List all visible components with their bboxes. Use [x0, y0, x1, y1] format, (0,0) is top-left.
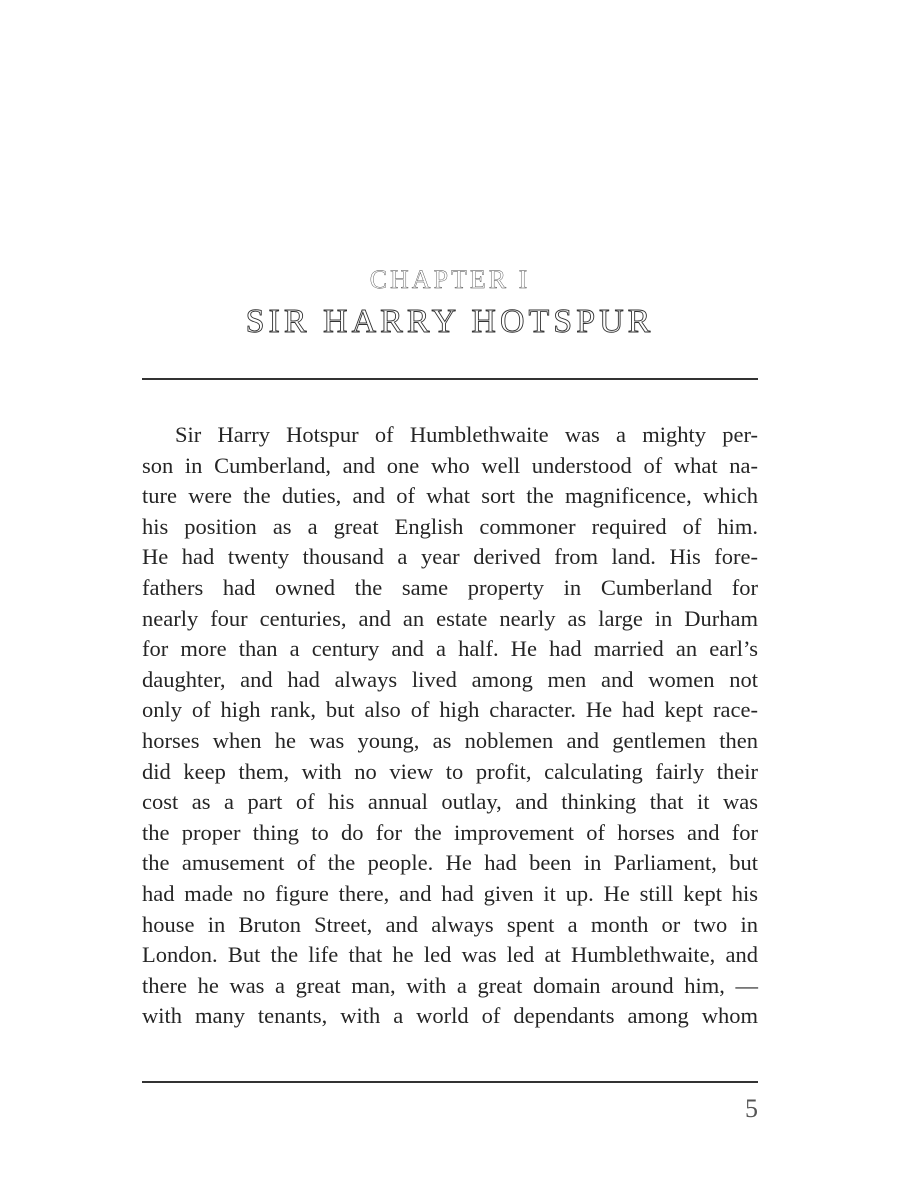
text-line: He had twenty thousand a year derived from land. His fore- [142, 544, 758, 570]
page-number: 5 [745, 1094, 758, 1123]
text-line: did keep them, with no view to profit, calculating fairly their [142, 758, 758, 784]
text-line: fathers had owned the same property in Cumberland for [142, 574, 758, 600]
text-line: London. But the life that he led was led at Humblethwaite, and [142, 942, 758, 968]
text-line: for more than a century and a half. He had married an earl’s [142, 636, 758, 662]
text-line: with many tenants, with a world of dependants among whom [142, 1003, 758, 1029]
text-line: his position as a great English commoner required of him. [142, 513, 758, 539]
text-line: son in Cumberland, and one who well understood of what na- [142, 452, 758, 478]
chapter-heading [142, 262, 758, 344]
text-line: only of high rank, but also of high character. He had kept race- [142, 697, 758, 723]
text-line: cost as a part of his annual outlay, and thinking that it was [142, 789, 758, 815]
text-line: horses when he was young, as noblemen and gentlemen then [142, 727, 758, 753]
text-line: had made no figure there, and had given it up. He still kept his [142, 880, 758, 906]
text-line: there he was a great man, with a great domain around him, — [142, 972, 758, 998]
chapter-title: SIR HARRY HOTSPUR [245, 303, 655, 340]
text-line: ture were the duties, and of what sort the magnificence, which [142, 483, 758, 509]
text-line: daughter, and had always lived among men and women not [142, 666, 758, 692]
text-line: the amusement of the people. He had been in Parliament, but [142, 850, 758, 876]
bottom-divider [142, 1081, 758, 1083]
top-divider [142, 378, 758, 380]
text-line: the proper thing to do for the improvement of horses and for [142, 819, 758, 845]
text-line: Sir Harry Hotspur of Humblethwaite was a mighty per- [175, 422, 758, 447]
chapter-number: CHAPTER I [369, 265, 531, 294]
text-line: nearly four centuries, and an estate nearly as large in Durham [142, 605, 758, 631]
body-text [142, 420, 758, 1032]
text-line: house in Bruton Street, and always spent a month or two in [142, 911, 758, 937]
